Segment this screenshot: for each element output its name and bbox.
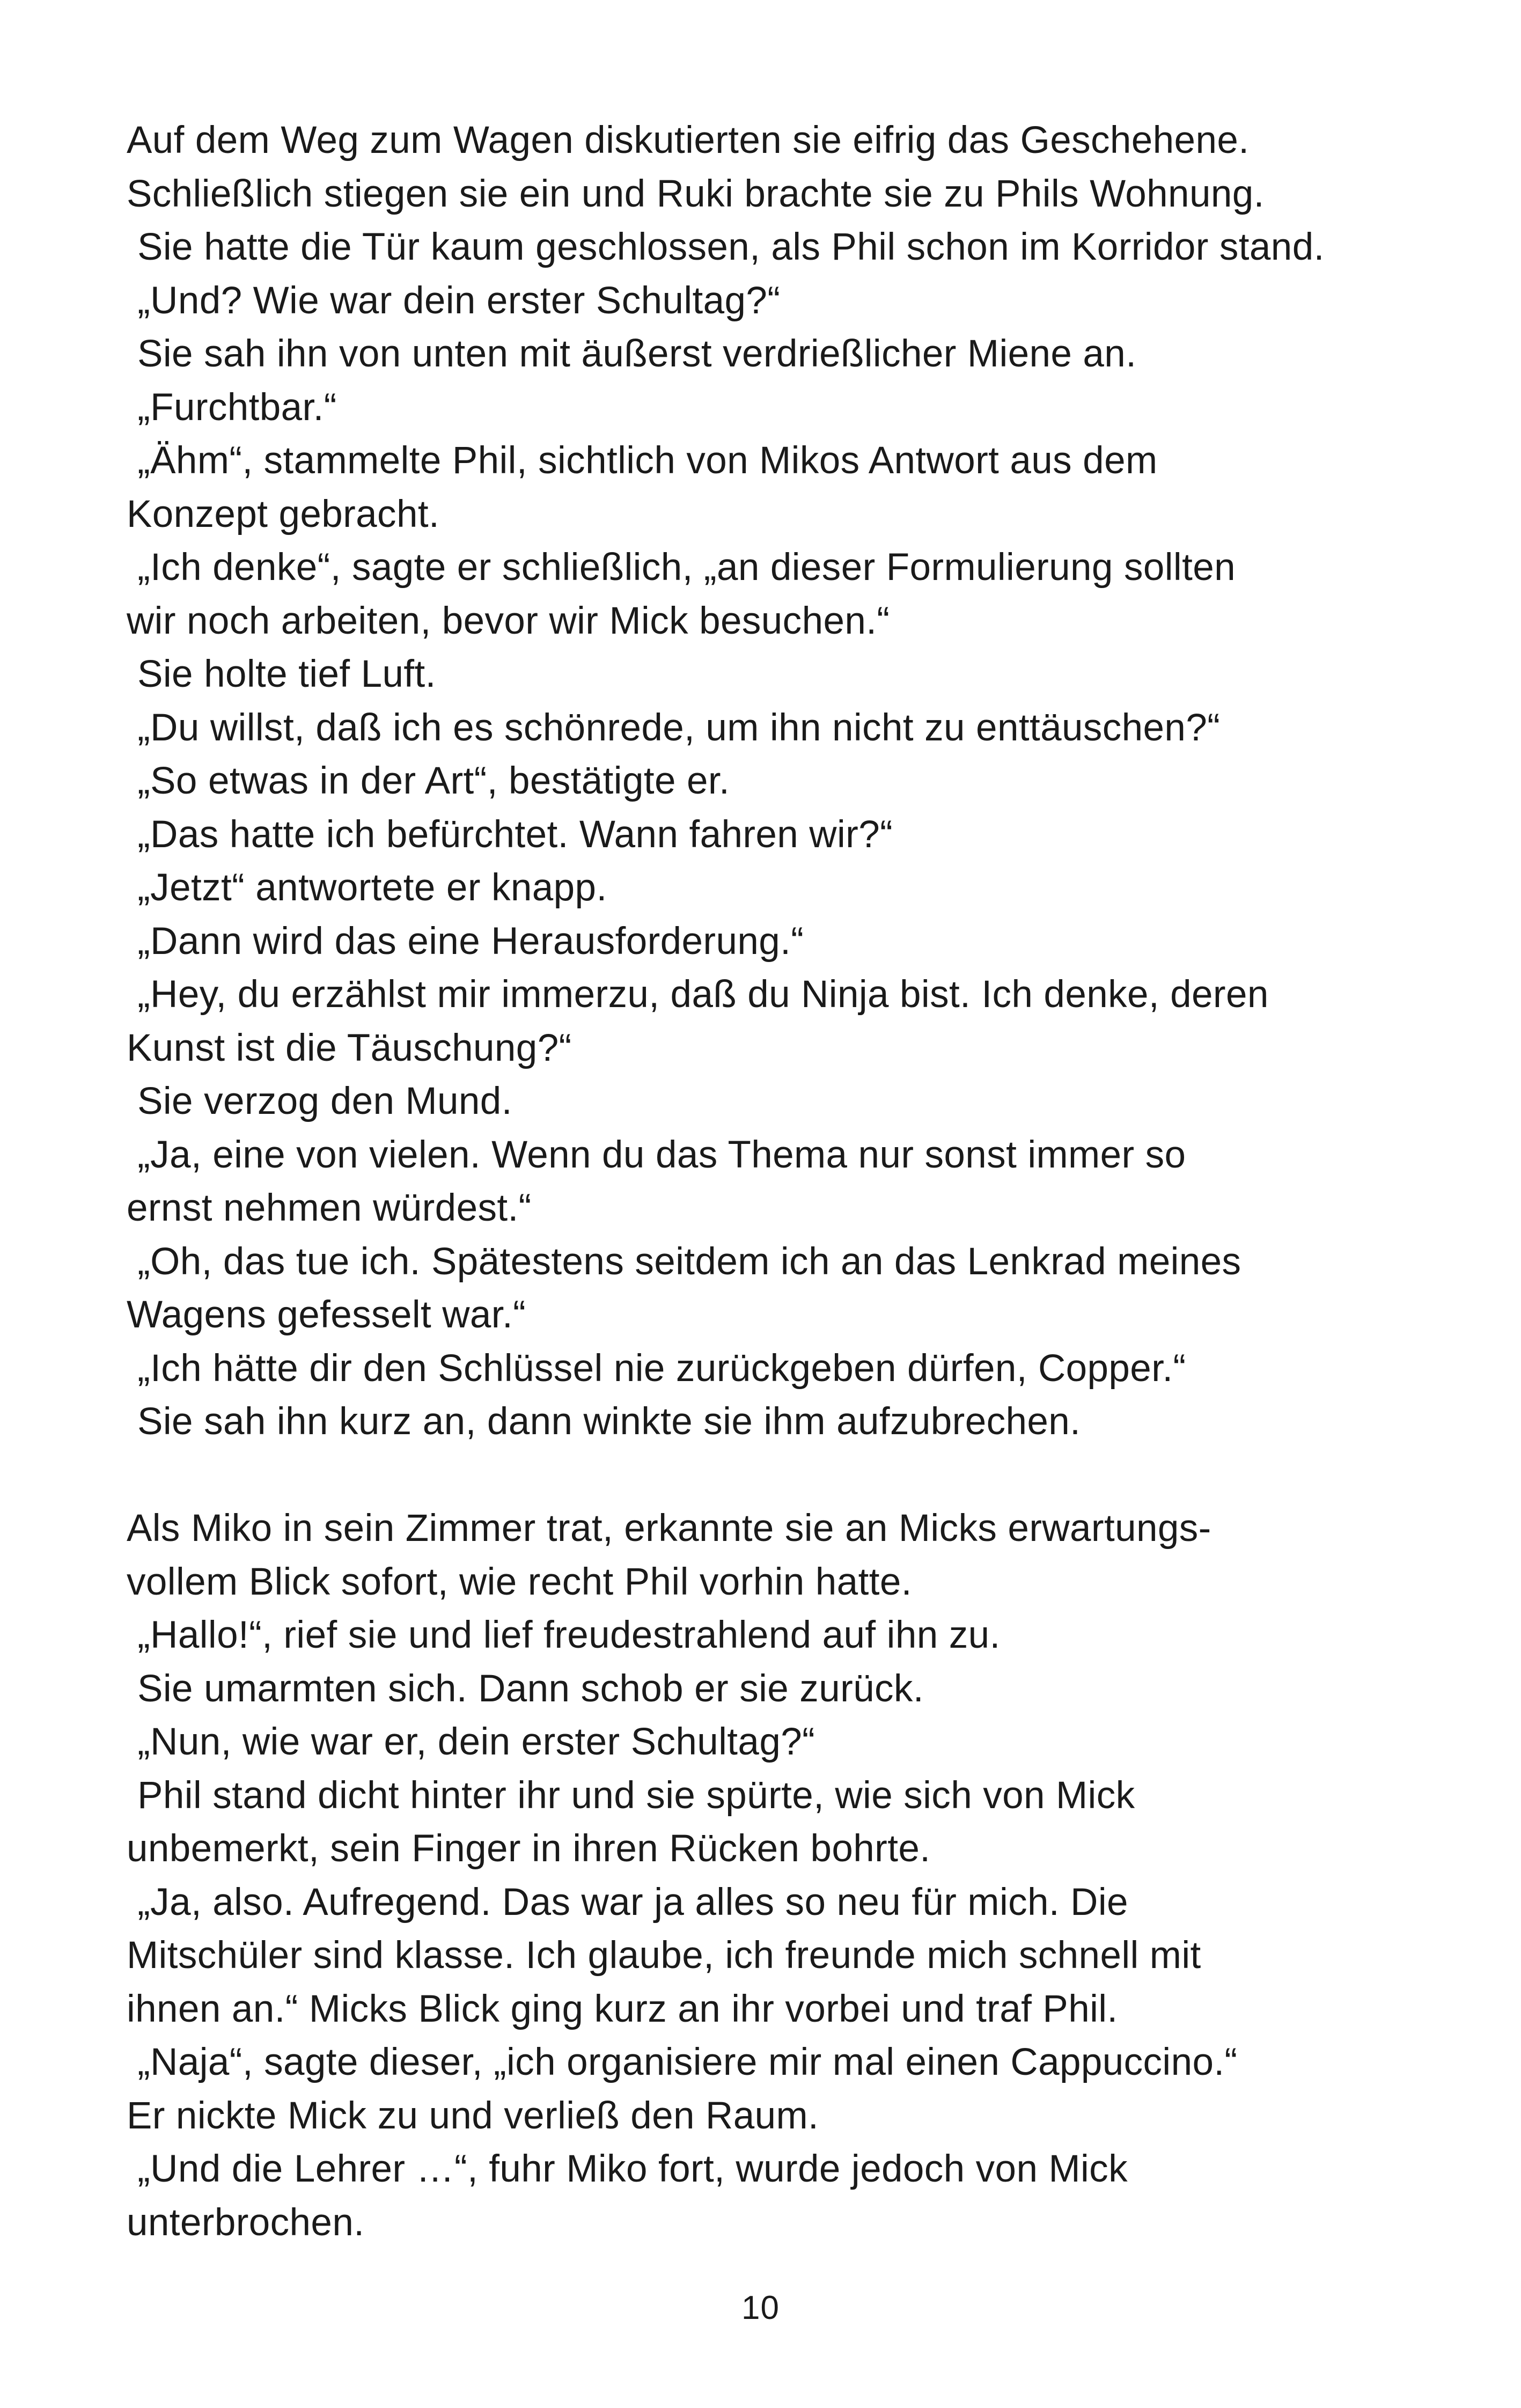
text-line: Sie sah ihn von unten mit äußerst verdrießlicher Miene an. bbox=[127, 333, 1137, 375]
text-line: „Und die Lehrer …“, fuhr Miko fort, wurde jedoch von Mick bbox=[127, 2148, 1128, 2190]
text-line: „Ähm“, stammelte Phil, sichtlich von Mikos Antwort aus dem bbox=[127, 439, 1158, 482]
text-line: ihnen an.“ Micks Blick ging kurz an ihr vorbei und traf Phil. bbox=[127, 1987, 1118, 2030]
text-line: Mitschüler sind klasse. Ich glaube, ich freunde mich schnell mit bbox=[127, 1934, 1201, 1977]
text-line: „Ich denke“, sagte er schließlich, „an dieser Formulierung sollten bbox=[127, 546, 1236, 589]
text-line: Sie hatte die Tür kaum geschlossen, als Phil schon im Korridor stand. bbox=[127, 226, 1325, 268]
text-line: „Furchtbar.“ bbox=[127, 386, 337, 429]
text-line: „Das hatte ich befürchtet. Wann fahren wir?“ bbox=[127, 813, 893, 856]
section-break bbox=[127, 1449, 1425, 1502]
text-line: Sie sah ihn kurz an, dann winkte sie ihm aufzubrechen. bbox=[127, 1400, 1081, 1443]
text-line: „So etwas in der Art“, bestätigte er. bbox=[127, 760, 730, 802]
text-line: unterbrochen. bbox=[127, 2201, 365, 2244]
text-line: vollem Blick sofort, wie recht Phil vorhin hatte. bbox=[127, 1560, 912, 1603]
text-line: „Ja, also. Aufregend. Das war ja alles so neu für mich. Die bbox=[127, 1881, 1128, 1924]
text-line: „Hallo!“, rief sie und lief freudestrahlend auf ihn zu. bbox=[127, 1614, 1001, 1656]
text-line: „Ja, eine von vielen. Wenn du das Thema nur sonst immer so bbox=[127, 1133, 1186, 1176]
text-line: Auf dem Weg zum Wagen diskutierten sie eifrig das Geschehene. bbox=[127, 119, 1250, 161]
text-line: Konzept gebracht. bbox=[127, 493, 440, 535]
text-line: unbemerkt, sein Finger in ihren Rücken bohrte. bbox=[127, 1827, 931, 1870]
text-line: Als Miko in sein Zimmer trat, erkannte sie an Micks erwartungs- bbox=[127, 1507, 1211, 1550]
text-line: Phil stand dicht hinter ihr und sie spürte, wie sich von Mick bbox=[127, 1774, 1135, 1817]
text-line: „Oh, das tue ich. Spätestens seitdem ich an das Lenkrad meines bbox=[127, 1240, 1241, 1283]
text-line: „Hey, du erzählst mir immerzu, daß du Ninja bist. Ich denke, deren bbox=[127, 973, 1269, 1016]
text-line: „Du willst, daß ich es schönrede, um ihn nicht zu enttäuschen?“ bbox=[127, 706, 1221, 749]
paragraph-block-2 bbox=[127, 1502, 1425, 2249]
text-line: wir noch arbeiten, bevor wir Mick besuchen.“ bbox=[127, 599, 890, 642]
text-line: „Und? Wie war dein erster Schultag?“ bbox=[127, 279, 781, 322]
text-line: ernst nehmen würdest.“ bbox=[127, 1187, 532, 1229]
text-line: Sie holte tief Luft. bbox=[127, 653, 436, 695]
book-page-body bbox=[127, 114, 1425, 2249]
text-line: „Ich hätte dir den Schlüssel nie zurückgeben dürfen, Copper.“ bbox=[127, 1347, 1186, 1390]
text-line: „Jetzt“ antwortete er knapp. bbox=[127, 867, 607, 909]
text-line: Sie umarmten sich. Dann schob er sie zurück. bbox=[127, 1667, 924, 1710]
text-line: „Nun, wie war er, dein erster Schultag?“ bbox=[127, 1721, 815, 1763]
text-line: Sie verzog den Mund. bbox=[127, 1080, 512, 1122]
text-line: „Naja“, sagte dieser, „ich organisiere mir mal einen Cappuccino.“ bbox=[127, 2041, 1238, 2083]
text-line: Wagens gefesselt war.“ bbox=[127, 1294, 526, 1336]
text-line: „Dann wird das eine Herausforderung.“ bbox=[127, 920, 804, 963]
text-line: Schließlich stiegen sie ein und Ruki brachte sie zu Phils Wohnung. bbox=[127, 172, 1265, 215]
text-line: Er nickte Mick zu und verließ den Raum. bbox=[127, 2094, 819, 2137]
page-number: 10 bbox=[741, 2289, 780, 2326]
paragraph-block-1 bbox=[127, 114, 1425, 1449]
text-line: Kunst ist die Täuschung?“ bbox=[127, 1026, 572, 1069]
